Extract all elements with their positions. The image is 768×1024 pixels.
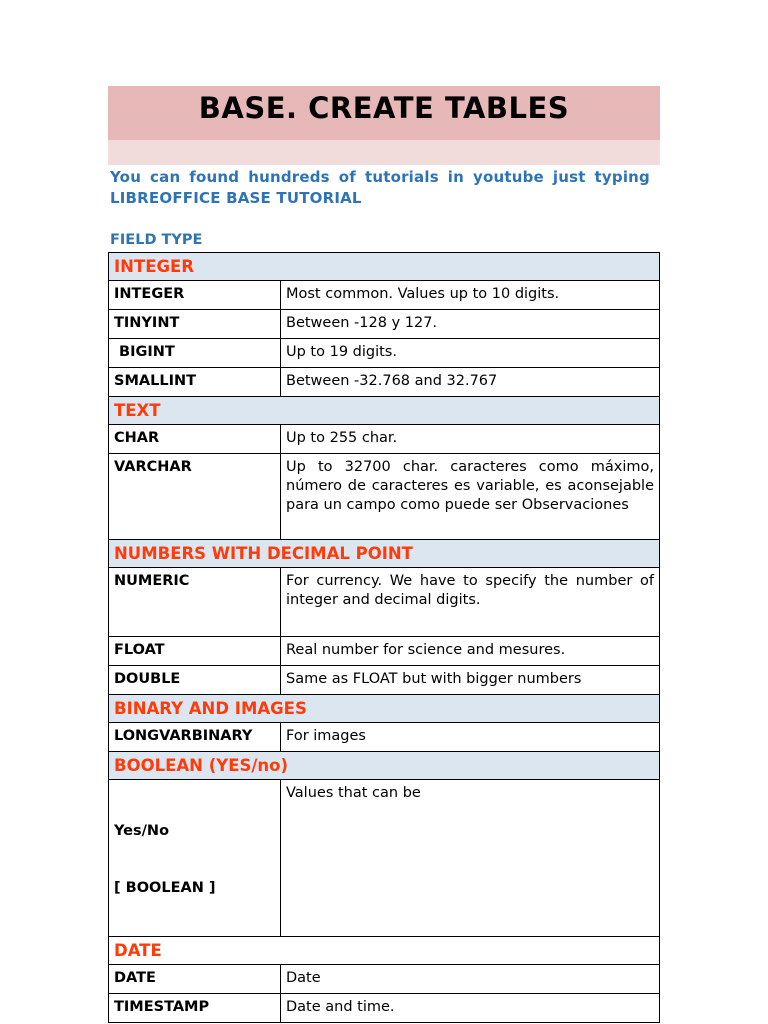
section-heading: BOOLEAN (YES/no) <box>109 752 660 780</box>
type-description: Up to 19 digits. <box>281 339 660 368</box>
section-heading: BINARY AND IMAGES <box>109 695 660 723</box>
type-name: SMALLINT <box>109 368 281 397</box>
type-name: BIGINT <box>109 339 281 368</box>
type-name <box>109 780 281 937</box>
type-description: Between -32.768 and 32.767 <box>281 368 660 397</box>
type-name: VARCHAR <box>109 454 281 540</box>
table-row <box>109 454 660 540</box>
type-name-alias: [ BOOLEAN ] <box>114 880 216 896</box>
type-name: DOUBLE <box>109 666 281 695</box>
page-title: BASE. CREATE TABLES <box>198 91 570 125</box>
table-row <box>109 281 660 310</box>
table-row <box>109 568 660 637</box>
section-row-text <box>109 397 660 425</box>
field-type-label: FIELD TYPE <box>110 232 203 248</box>
table-row <box>109 780 660 937</box>
section-row-boolean <box>109 752 660 780</box>
type-name: LONGVARBINARY <box>109 723 281 752</box>
type-name: NUMERIC <box>109 568 281 637</box>
type-description: Up to 255 char. <box>281 425 660 454</box>
type-description: Date <box>281 965 660 994</box>
type-description: Real number for science and mesures. <box>281 637 660 666</box>
type-description: For images <box>281 723 660 752</box>
type-description: Between -128 y 127. <box>281 310 660 339</box>
table-row <box>109 368 660 397</box>
type-description: Date and time. <box>281 994 660 1023</box>
type-name: FLOAT <box>109 637 281 666</box>
table-row <box>109 965 660 994</box>
subtitle-band <box>108 140 660 165</box>
type-description: Values that can be <box>281 780 660 937</box>
table-row <box>109 425 660 454</box>
type-name: INTEGER <box>109 281 281 310</box>
type-description: Most common. Values up to 10 digits. <box>281 281 660 310</box>
type-name: DATE <box>109 965 281 994</box>
type-description: For currency. We have to specify the number of integer and decimal digits. <box>281 568 660 637</box>
type-description: Up to 32700 char. caracteres como máximo, número de caracteres es variable, es aconsejable para un campo como puede ser Observaciones <box>281 454 660 540</box>
table-row <box>109 339 660 368</box>
table-row <box>109 994 660 1023</box>
section-heading: INTEGER <box>109 253 660 281</box>
type-name: TIMESTAMP <box>109 994 281 1023</box>
section-row-numbers <box>109 540 660 568</box>
section-row-date <box>109 937 660 965</box>
type-description: Same as FLOAT but with bigger numbers <box>281 666 660 695</box>
section-row-integer <box>109 253 660 281</box>
field-type-table <box>108 252 660 1023</box>
table-row <box>109 637 660 666</box>
section-row-binary <box>109 695 660 723</box>
section-heading: TEXT <box>109 397 660 425</box>
type-name: TINYINT <box>109 310 281 339</box>
type-name-line: Yes/No <box>114 823 170 839</box>
section-heading: NUMBERS WITH DECIMAL POINT <box>109 540 660 568</box>
type-name: CHAR <box>109 425 281 454</box>
section-heading: DATE <box>109 937 660 965</box>
intro-text: You can found hundreds of tutorials in youtube just typing LIBREOFFICE BASE TUTORIAL <box>110 168 650 207</box>
title-band <box>108 86 660 140</box>
table-row <box>109 666 660 695</box>
table-row <box>109 723 660 752</box>
table-row <box>109 310 660 339</box>
